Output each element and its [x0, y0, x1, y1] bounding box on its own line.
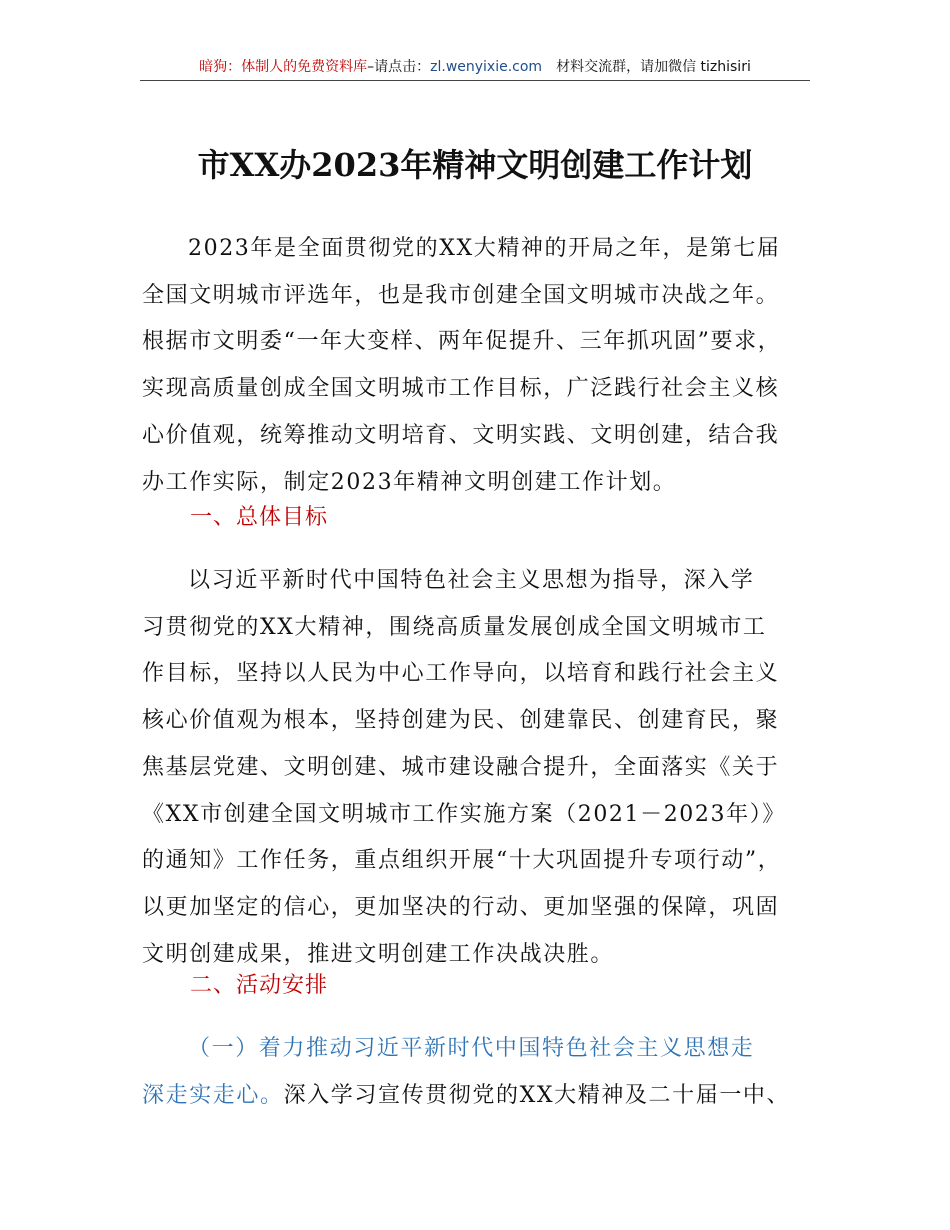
text-line: 焦基层党建、文明创建、城市建设融合提升，全面落实《关于 — [142, 754, 780, 780]
text-line: 习贯彻党的XX大精神，围绕高质量发展创成全国文明城市工 — [142, 614, 767, 640]
text-line: 办工作实际，制定2023年精神文明创建工作计划。 — [142, 469, 677, 495]
text-line: 根据市文明委“一年大变样、两年促提升、三年抓巩固”要求， — [142, 329, 782, 355]
subsection-paragraph — [142, 1026, 822, 1119]
text-line: 核心价值观为根本，坚持创建为民、创建靠民、创建育民，聚 — [142, 708, 780, 734]
text-line: 全国文明城市评选年，也是我市创建全国文明城市决战之年。 — [142, 282, 780, 308]
page-header — [140, 56, 810, 81]
header-url-link[interactable]: zl.wenyixie.com — [430, 59, 543, 75]
text-line: 的通知》工作任务，重点组织开展“十大巩固提升专项行动”， — [142, 848, 782, 874]
document-title: 市XX办2023年精神文明创建工作计划 — [197, 146, 753, 184]
section-heading-activity-plan: 二、活动安排 — [190, 973, 329, 998]
text-line: 实现高质量创成全国文明城市工作目标，广泛践行社会主义核 — [142, 376, 780, 402]
text-line: 文明创建成果，推进文明创建工作决战决胜。 — [142, 941, 615, 967]
text-line: 《XX市创建全国文明城市工作实施方案（2021－2023年）》 — [142, 801, 786, 827]
text-line: 以习近平新时代中国特色社会主义思想为指导，深入学 — [188, 568, 755, 593]
text-line: 心价值观，统筹推动文明培育、文明实践、文明创建，结合我 — [142, 422, 780, 448]
header-click-label: –请点击： — [367, 59, 431, 75]
subsection-heading-tail: 深走实走心。 — [142, 1082, 284, 1108]
text-line: 深入学习宣传贯彻党的XX大精神及二十届一中、 — [283, 1082, 791, 1108]
header-group-text: 材料交流群，请加微信 tizhisiri — [556, 59, 751, 75]
section-heading-overall-goal: 一、总体目标 — [190, 505, 329, 530]
subsection-heading-line: （一）着力推动习近平新时代中国特色社会主义思想走 — [188, 1036, 755, 1061]
text-line: 以更加坚定的信心，更加坚决的行动、更加坚强的保障，巩固 — [142, 894, 780, 920]
text-line: 2023年是全面贯彻党的XX大精神的开局之年，是第七届 — [188, 236, 781, 261]
goal-paragraph — [142, 558, 822, 978]
text-line: 作目标，坚持以人民为中心工作导向，以培育和践行社会主义 — [142, 661, 780, 687]
intro-paragraph — [142, 226, 822, 506]
header-brand: 暗狗：体制人的免费资料库 — [199, 59, 368, 75]
